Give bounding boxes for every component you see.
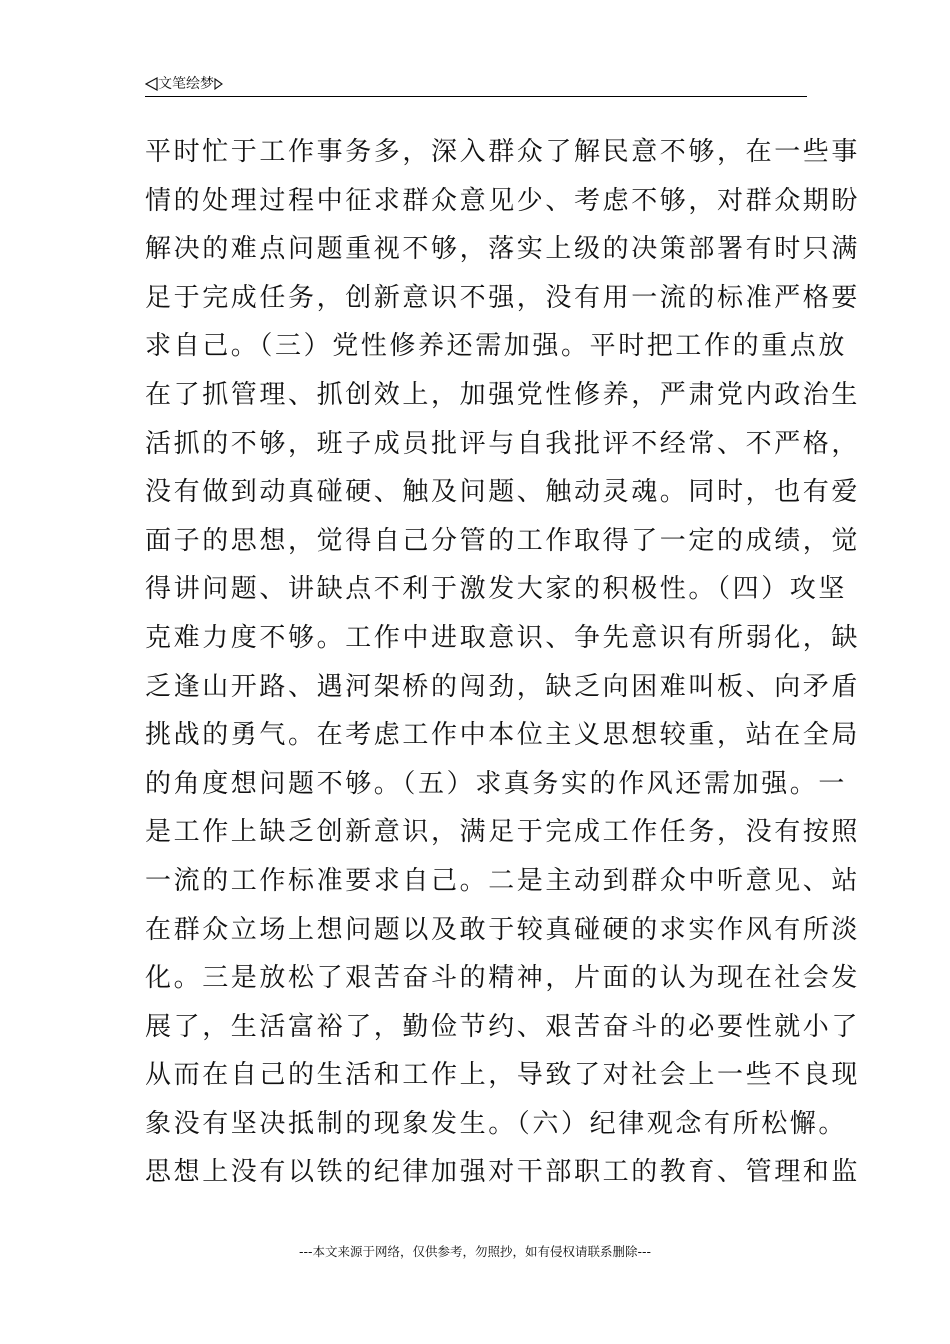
body-line: 得讲问题、讲缺点不利于激发大家的积极性。（四）攻坚 [145, 574, 848, 605]
body-line: 足于完成任务，创新意识不强，没有用一流的标准严格要 [145, 282, 861, 313]
body-line: 解决的难点问题重视不够，落实上级的决策部署有时只满 [145, 234, 861, 265]
body-line: 象没有坚决抵制的现象发生。（六）纪律观念有所松懈。 [145, 1108, 848, 1139]
page-footer: ---本文来源于网络，仅供参考，勿照抄，如有侵权请联系删除--- [298, 1244, 652, 1259]
triangle-right-icon [214, 78, 223, 90]
body-line: 在了抓管理、抓创效上，加强党性修养，严肃党内政治生 [145, 379, 861, 410]
body-line: 克难力度不够。工作中进取意识、争先意识有所弱化，缺 [145, 622, 861, 653]
page-header [145, 74, 807, 97]
body-line: 面子的思想，觉得自己分管的工作取得了一定的成绩，觉 [145, 525, 861, 556]
body-line: 展了，生活富裕了，勤俭节约、艰苦奋斗的必要性就小了 [145, 1011, 861, 1042]
document-body [145, 128, 861, 1197]
triangle-left-icon [145, 77, 158, 91]
body-line: 化。三是放松了艰苦奋斗的精神，片面的认为现在社会发 [145, 963, 861, 994]
body-line: 活抓的不够，班子成员批评与自我批评不经常、不严格， [145, 428, 861, 459]
body-line: 的角度想问题不够。（五）求真务实的作风还需加强。一 [145, 768, 848, 799]
body-line: 没有做到动真碰硬、触及问题、触动灵魂。同时，也有爱 [145, 477, 861, 508]
body-line: 乏逢山开路、遇河架桥的闯劲，缺乏向困难叫板、向矛盾 [145, 671, 861, 702]
body-line: 从而在自己的生活和工作上，导致了对社会上一些不良现 [145, 1060, 861, 1091]
body-line: 求自己。（三）党性修养还需加强。平时把工作的重点放 [145, 331, 848, 362]
body-line: 在群众立场上想问题以及敢于较真碰硬的求实作风有所淡 [145, 914, 861, 945]
body-line: 一流的工作标准要求自己。二是主动到群众中听意见、站 [145, 865, 861, 896]
body-line: 平时忙于工作事务多，深入群众了解民意不够，在一些事 [145, 137, 861, 167]
body-line: 思想上没有以铁的纪律加强对干部职工的教育、管理和监 [145, 1157, 861, 1188]
header-title: 文笔绘梦 [158, 76, 214, 92]
body-line: 情的处理过程中征求群众意见少、考虑不够，对群众期盼 [145, 185, 861, 216]
body-line: 是工作上缺乏创新意识，满足于完成工作任务，没有按照 [145, 817, 861, 848]
body-line: 挑战的勇气。在考虑工作中本位主义思想较重，站在全局 [145, 720, 861, 751]
